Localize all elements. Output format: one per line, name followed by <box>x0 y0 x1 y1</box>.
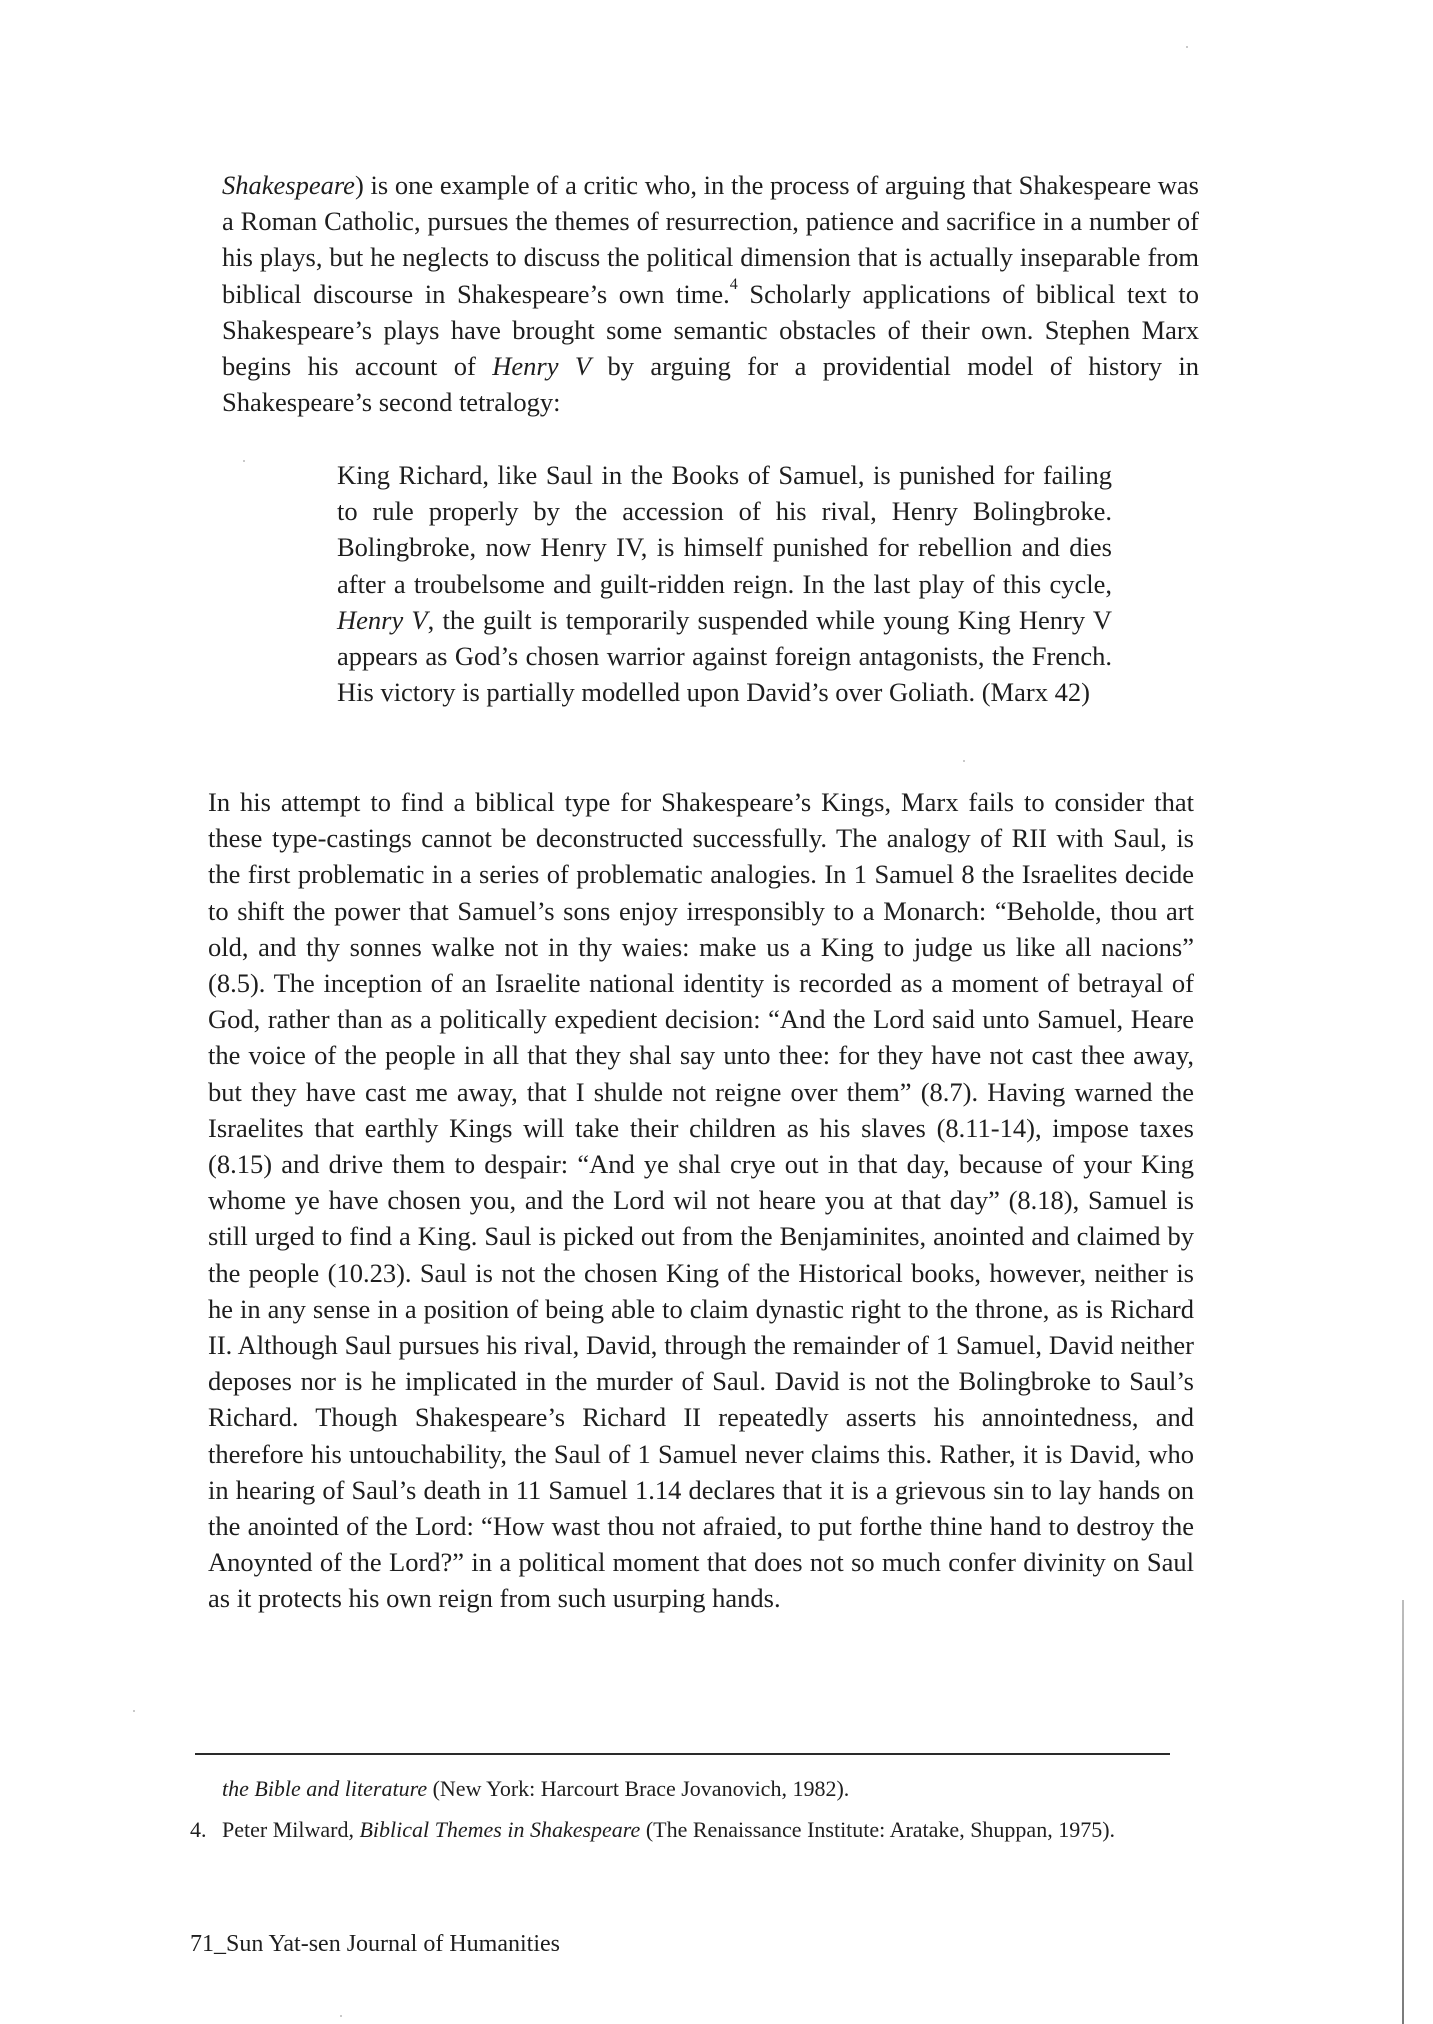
block-quotation <box>337 457 1112 710</box>
footnote-author: Peter Milward, <box>222 1817 360 1842</box>
scan-speck <box>1186 46 1188 48</box>
running-footer: 71_Sun Yat-sen Journal of Humanities <box>190 1931 560 1957</box>
scan-edge-shadow <box>1402 1600 1404 2024</box>
footnote-text <box>222 1813 1175 1846</box>
scan-speck <box>243 460 245 462</box>
scan-speck <box>133 1710 135 1712</box>
quotation-text: King Richard, like Saul in the Books of Samuel, is punished for failing to rule properly by the accession of his rival, Henry Bolingbroke. Bolingbroke, now Henry IV, is himself punished for rebellion and dies after a troubelsome and guilt-ridden reign. In the last play of this cycle, <box>337 460 1112 599</box>
footnote-publication: (The Renaissance Institute: Aratake, Shuppan, 1975). <box>640 1817 1116 1842</box>
footnote-number: 4. <box>190 1817 207 1842</box>
paragraph-text: In his attempt to find a biblical type for Shakespeare’s Kings, Marx fails to consider that these type-castings cannot be deconstructed successfully. The analogy of RII with Saul, is the first problematic in a series of problematic analogies. In 1 Samuel 8 the Israelites decide to shift the power that Samuel’s sons enjoy irresponsibly to a Monarch: “Beholde, thou art old, and thy sonnes walke not in thy waies: make us a King to judge us like all nacions” (8.5). The inception of an Israelite national identity is recorded as a moment of betrayal of God, rather than as a politically expedient decision: “And the Lord said unto Samuel, Heare the voice of the people in all that they shal say unto thee: for they have not cast thee away, but they have cast me away, that I shulde not reigne over them” (8.7). Having warned the Israelites that earthly Kings will take their children as his slaves (8.11-14), impose taxes (8.15) and drive them to despair: “And ye shal crye out in that day, because of your King whome ye have chosen you, and the Lord wil not heare you at that day” (8.18), Samuel is still urged to find a King. Saul is picked out from the Benjaminites, anointed and claimed by the people (10.23). Saul is not the chosen King of the Historical books, however, neither is he in any sense in a position of being able to claim dynastic right to the throne, as is Richard II. Although Saul pursues his rival, David, through the remainder of 1 Samuel, David neither deposes nor is he implicated in the murder of Saul. David is not the Bolingbroke to Saul’s Richard. Though Shakespeare’s Richard II repeatedly asserts his annointedness, and therefore his untouchability, the Saul of 1 Samuel never claims this. Rather, it is David, who in hearing of Saul’s death in 11 Samuel 1.14 declares that it is a grievous sin to lay hands on the anointed of the Lord: “How wast thou not afraied, to put forthe thine hand to destroy the Anoynted of the Lord?” in a political moment that does not so much confer divinity on Saul as it protects his own reign from such usurping hands. <box>208 787 1194 1614</box>
footnote-text: (New York: Harcourt Brace Jovanovich, 1982). <box>427 1776 850 1801</box>
italic-book-title: Biblical Themes in Shakespeare <box>359 1817 641 1842</box>
italic-title-henry-v: Henry V <box>337 604 428 635</box>
footnotes <box>190 1772 1175 1854</box>
body-paragraph-2 <box>208 784 1194 1617</box>
footnote-divider <box>195 1753 1170 1755</box>
quotation-text: , the guilt is temporarily suspended while young King Henry V appears as God’s chosen warrior against foreign antagonists, the French. His victory is partially modelled upon David’s over Goliath. (Marx 42) <box>337 604 1112 708</box>
paragraph-text: by arguing for a providential model of history in Shakespeare’s second tetralogy: <box>222 351 1199 418</box>
body-paragraph-1 <box>222 167 1199 420</box>
footnote-reference: 4 <box>729 275 738 293</box>
italic-title-shakespeare: Shakespeare <box>222 170 355 200</box>
scan-speck <box>340 2015 342 2017</box>
footnote-continuation <box>190 1772 1175 1805</box>
paragraph-text: Scholarly applications of biblical text to Shakespeare’s plays have brought some semantic obstacles of their own. Stephen Marx begins his account of <box>222 278 1199 382</box>
scan-speck <box>963 760 965 762</box>
italic-book-title: the Bible and literature <box>222 1776 428 1801</box>
footnote-4 <box>190 1813 1175 1846</box>
italic-title-henry-v: Henry V <box>492 351 592 382</box>
paragraph-text: ) is one example of a critic who, in the process of arguing that Shakespeare was a Roman Catholic, pursues the themes of resurrection, patience and sacrifice in a number of his plays, but he neglects to discuss the political dimension that is actually inseparable from biblical discourse in Shakespeare’s own time. <box>222 170 1199 309</box>
